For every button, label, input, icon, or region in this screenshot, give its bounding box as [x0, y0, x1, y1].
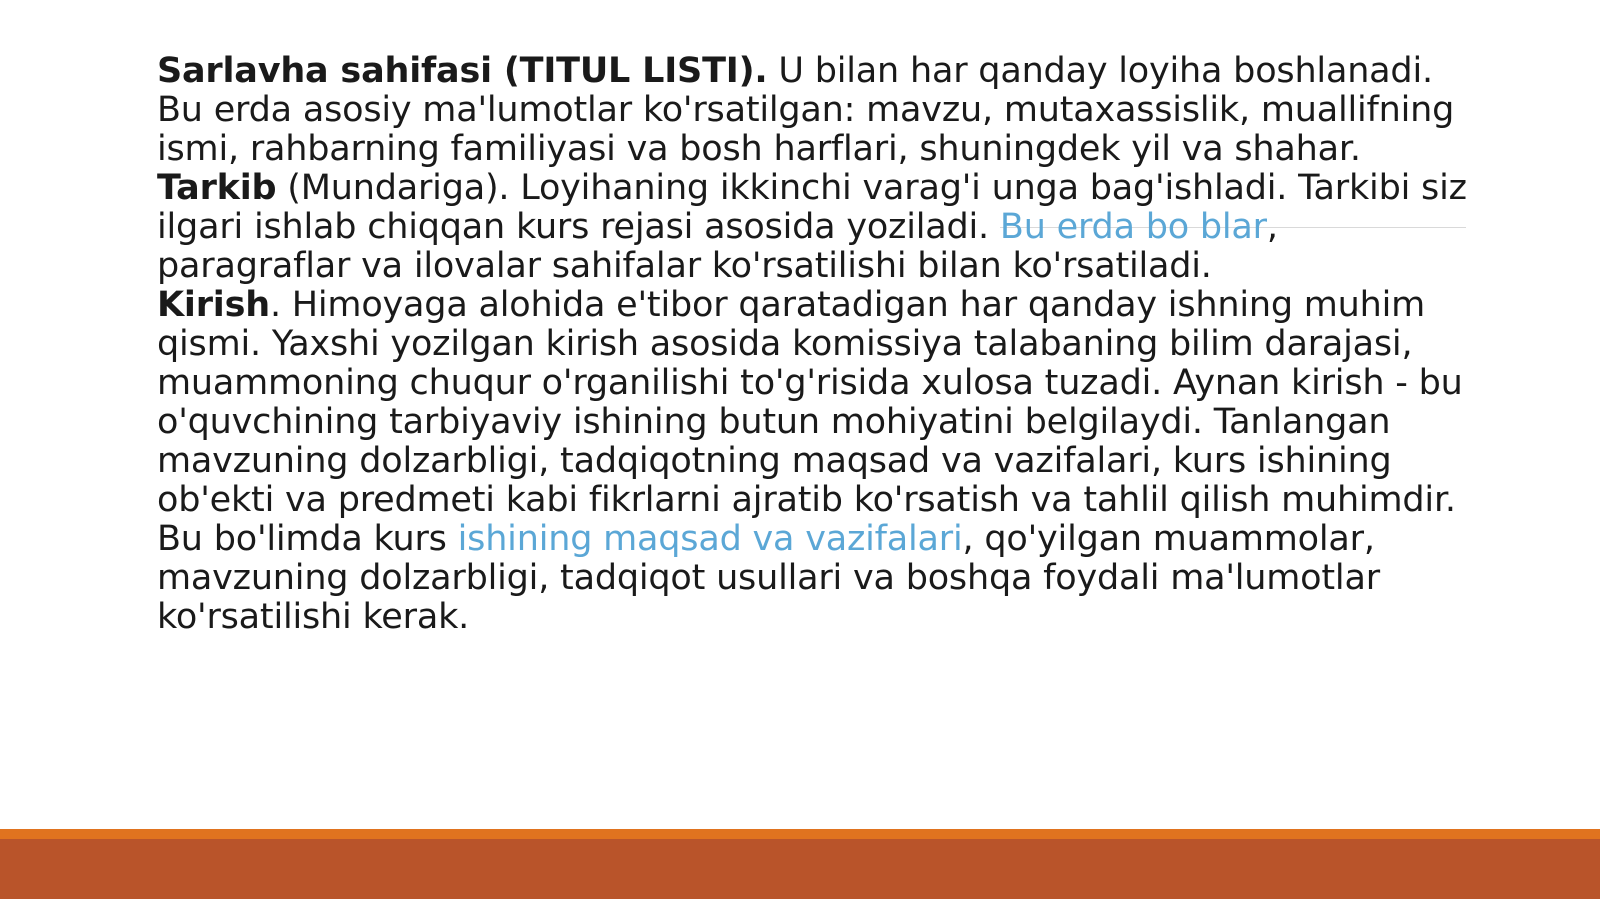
- hyperlink-text[interactable]: ishining maqsad va vazifalari: [457, 519, 963, 559]
- paragraph-introduction: [157, 286, 1467, 637]
- footer-bar: [0, 839, 1600, 899]
- paragraph-text: . Himoyaga alohida e'tibor qaratadigan har qanday ishning muhim qismi. Yaxshi yozilgan kirish asosida komissiya talabaning bilim darajasi, muammoning chuqur o'rganilishi to'g'risida xulosa tuzadi. Aynan kirish - bu o'quvchining tarbiyaviy ishining butun mohiyatini belgilaydi. Tanlangan mavzuning dolzarbligi, tadqiqotning maqsad va vazifalari, kurs ishining ob'ekti va predmeti kabi fikrlarni ajratib ko'rsatish va tahlil qilish muhimdir. Bu bo'limda kurs: [157, 285, 1463, 559]
- paragraph-text: U bilan har qanday loyiha boshlanadi. Bu erda asosiy ma'lumotlar ko'rsatilgan: mavzu, mutaxassislik, muallifning ismi, rahbarning familiyasi va bosh harflari, shuningdek yil va shahar.: [157, 51, 1455, 169]
- paragraph-title-page: [157, 52, 1467, 169]
- paragraph-contents: [157, 169, 1467, 286]
- paragraph-heading: Tarkib: [157, 168, 277, 208]
- paragraph-heading: Sarlavha sahifasi (TITUL LISTI).: [157, 51, 768, 91]
- paragraph-text-after: , qo'yilgan muammolar, mavzuning dolzarbligi, tadqiqot usullari va boshqa foydali ma'lumotlar ko'rsatilishi kerak.: [157, 519, 1380, 637]
- paragraph-text-after: , paragraflar va ilovalar sahifalar ko'rsatilishi bilan ko'rsatiladi.: [157, 207, 1278, 286]
- hyperlink-text[interactable]: Bu erda bo blar: [999, 207, 1267, 247]
- paragraph-text: (Mundariga). Loyihaning ikkinchi varag'i unga bag'ishladi. Tarkibi siz ilgari ishlab chiqqan kurs rejasi asosida yoziladi.: [157, 168, 1467, 247]
- slide-body: [157, 52, 1467, 637]
- paragraph-heading: Kirish: [157, 285, 270, 325]
- footer-accent-stripe: [0, 829, 1600, 839]
